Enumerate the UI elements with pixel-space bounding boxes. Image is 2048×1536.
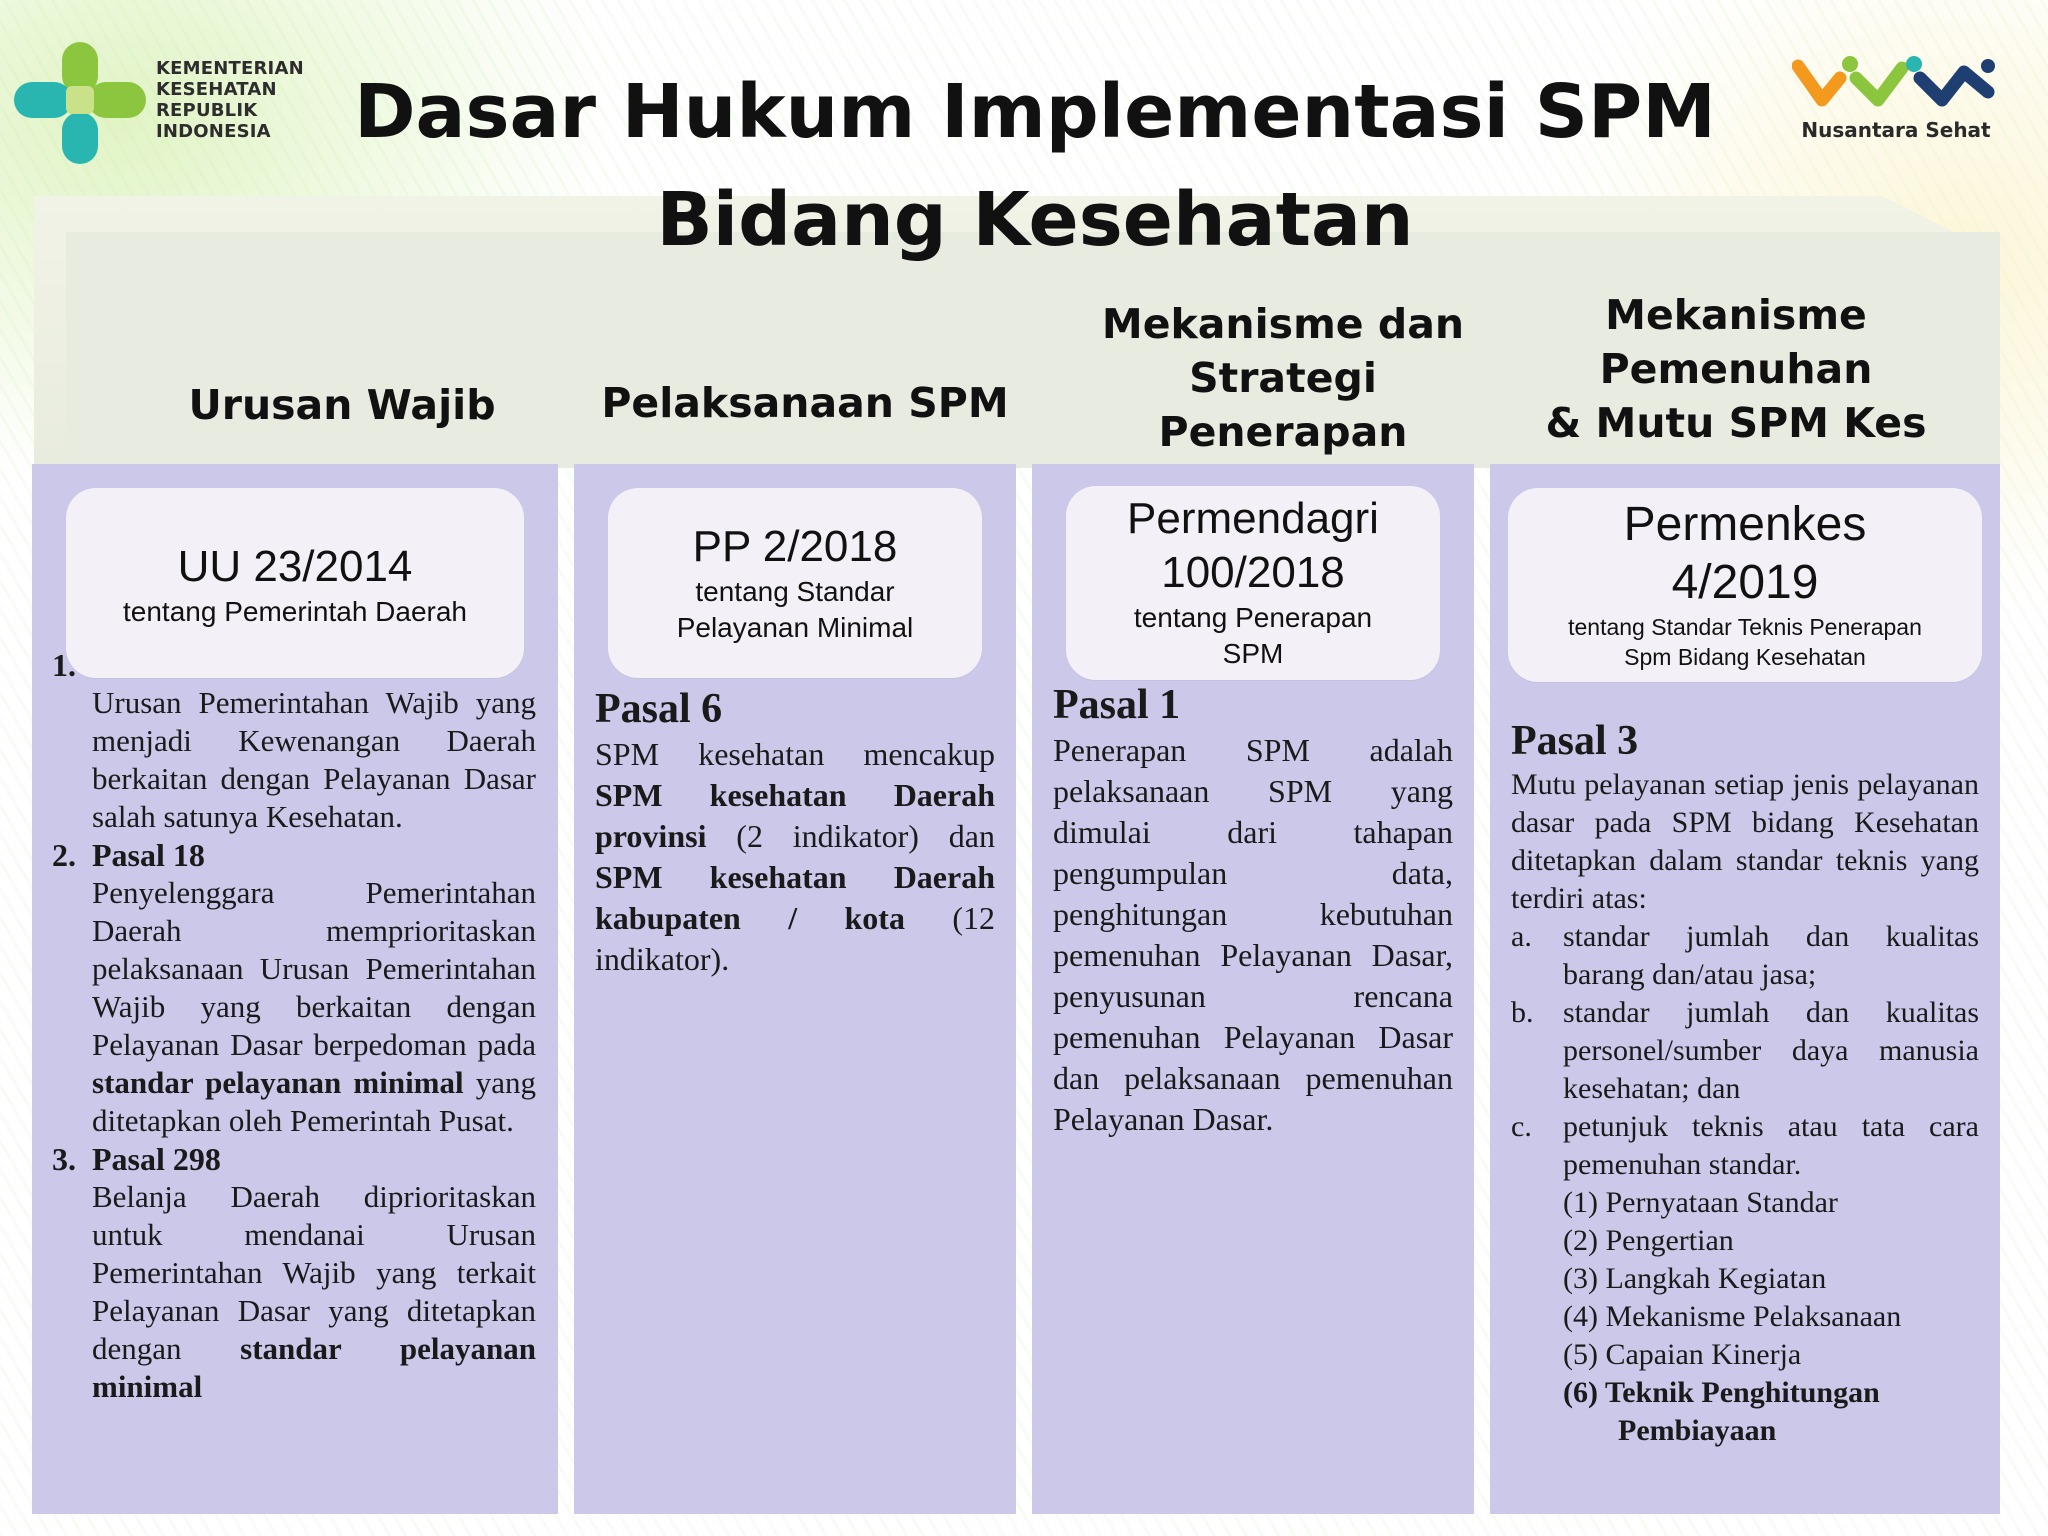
law-card-subtitle: Spm Bidang Kesehatan: [1624, 644, 1866, 670]
law-card-title: UU 23/2014: [177, 542, 413, 591]
law-card-title: 100/2018: [1161, 548, 1345, 597]
list-item-text: [92, 874, 536, 1140]
list-item-text-emphasis: standar pelayanan minimal: [92, 1331, 536, 1404]
list-item-text-part: Urusan Pemerintahan Wajib yang menjadi Kewenangan Daerah berkaitan dengan Pelayanan Dasar salah satunya Kesehatan.: [92, 685, 536, 834]
ministry-name-line: REPUBLIK: [156, 100, 258, 121]
law-card-title: Permenkes: [1623, 498, 1867, 551]
pasal-heading: Pasal 3: [1511, 718, 1639, 764]
nusantara-sehat-logo: [1786, 52, 2006, 152]
page-title-line: Dasar Hukum Implementasi SPM: [354, 69, 1716, 155]
column-4-body: [1511, 716, 1979, 1450]
list-marker: a.: [1511, 920, 1532, 953]
pasal-heading: Pasal 6: [595, 686, 723, 732]
list-item-text-part: Belanja Daerah diprioritaskan untuk mendanai Urusan Pemerintahan Wajib yang terkait Pelayanan Dasar yang ditetapkan dengan: [92, 1179, 536, 1366]
list-item: [52, 646, 536, 836]
pasal-text-part: (12 indikator).: [595, 900, 996, 977]
column-heading-line: & Mutu SPM Kes: [1545, 399, 1927, 447]
ministry-logo-icon: [10, 38, 160, 168]
pasal-intro: Mutu pelayanan setiap jenis pelayanan dasar pada SPM bidang Kesehatan ditetapkan dalam standar teknis yang terdiri atas:: [1511, 768, 1979, 915]
pasal-heading: Pasal 1: [1053, 682, 1181, 728]
list-number: 1.: [52, 647, 76, 683]
brand-name: Nusantara Sehat: [1801, 118, 1991, 142]
column-2-body: [595, 684, 995, 980]
column-heading-line: Penerapan: [1158, 408, 1408, 456]
law-card-title: 4/2019: [1671, 556, 1819, 609]
list-item: [1511, 918, 1979, 994]
law-card-subtitle: tentang Standar: [695, 576, 895, 607]
list-item: [1511, 994, 1979, 1108]
law-card-pp-2-2018: [608, 488, 982, 678]
ministry-name-line: INDONESIA: [156, 121, 271, 142]
list-item-text-part: Penyelenggara Pemerintahan Daerah memprioritaskan pelaksanaan Urusan Pemerintahan Wajib yang berkaitan dengan Pelayanan Dasar berpedoman pada: [92, 875, 536, 1062]
column-1-body: [52, 646, 536, 1406]
law-card-subtitle: Pelayanan Minimal: [676, 612, 914, 643]
law-card-subtitle: SPM: [1222, 638, 1284, 669]
pasal-text-part: SPM kesehatan mencakup: [595, 736, 995, 772]
column-3-body: [1053, 680, 1453, 1140]
column-heading-line: Mekanisme: [1605, 291, 1867, 339]
pasal-text-part: (2 indikator) dan: [706, 818, 995, 854]
list-number: 2.: [52, 837, 76, 873]
sub-list-item: (3) Langkah Kegiatan: [1563, 1262, 1827, 1295]
law-card-permendagri-100-2018: [1066, 486, 1440, 680]
list-item: [52, 836, 536, 1140]
sub-list-item: (5) Capaian Kinerja: [1563, 1338, 1802, 1371]
sub-list-item: (2) Pengertian: [1563, 1224, 1734, 1257]
list-item-text-emphasis: standar pelayanan minimal: [92, 1065, 464, 1100]
ministry-name-line: KESEHATAN: [156, 79, 277, 100]
sub-list-item-line: Pembiayaan: [1618, 1414, 1777, 1447]
pasal-text-emphasis: SPM kesehatan Daerah provinsi: [595, 777, 995, 854]
list-item-text: standar jumlah dan kualitas barang dan/atau jasa;: [1563, 920, 1979, 991]
pasal-text: [595, 734, 995, 980]
ministry-name: [156, 58, 306, 142]
list-item-text: petunjuk teknis atau tata cara pemenuhan standar.: [1563, 1110, 1979, 1181]
law-card-subtitle: tentang Penerapan: [1133, 602, 1373, 633]
list-item: [1511, 1108, 1979, 1184]
list-item-title: Pasal 18: [92, 837, 205, 873]
pasal-text-emphasis: SPM kesehatan Daerah kabupaten / kota: [595, 859, 995, 936]
pasal-text: Penerapan SPM adalah pelaksanaan SPM yang dimulai dari tahapan pengumpulan data, penghitungan kebutuhan pemenuhan Pelayanan Dasar, penyusunan rencana pemenuhan Pelayanan Dasar dan pelaksanaan pemenuhan Pelayanan Dasar.: [1053, 732, 1453, 1137]
list-item: [52, 1140, 536, 1406]
sub-list-item-emphasis: [1563, 1374, 1979, 1450]
list-number: 3.: [52, 1141, 76, 1177]
sub-list-item: (4) Mekanisme Pelaksanaan: [1563, 1300, 1902, 1333]
column-heading-mekanisme-strategi: [1033, 297, 1533, 459]
law-card-subtitle: tentang Standar Teknis Penerapan: [1568, 614, 1922, 640]
list-item-title: Pasal 298: [92, 1141, 221, 1177]
page-title: [330, 58, 1740, 274]
law-card-subtitle: tentang Pemerintah Daerah: [123, 596, 467, 627]
list-item-text: [92, 1178, 536, 1406]
ministry-logo: [10, 38, 304, 168]
column-heading-line: Pemenuhan: [1599, 345, 1873, 393]
law-card-title: Permendagri: [1127, 494, 1379, 543]
list-marker: b.: [1511, 996, 1534, 1029]
list-item-text: standar jumlah dan kualitas personel/sumber daya manusia kesehatan; dan: [1563, 996, 1979, 1105]
column-heading-line: Mekanisme dan: [1101, 300, 1465, 348]
law-card-permenkes-4-2019: [1508, 488, 1982, 682]
column-heading-line: Strategi: [1189, 354, 1377, 402]
list-item-text: [92, 646, 536, 836]
sub-list-item: (1) Pernyataan Standar: [1563, 1186, 1838, 1219]
law-card-title: PP 2/2018: [692, 522, 898, 571]
column-heading-mekanisme-pemenuhan: [1486, 288, 1986, 450]
column-heading-line: Pelaksanaan SPM: [601, 379, 1009, 427]
page-title-line: Bidang Kesehatan: [656, 177, 1414, 263]
list-item-text-part: yang ditetapkan oleh Pemerintah Pusat.: [92, 1065, 536, 1138]
nusantara-sehat-icon: [1792, 52, 1998, 112]
column-heading-line: Urusan Wajib: [188, 381, 496, 429]
list-marker: c.: [1511, 1110, 1532, 1143]
sub-list-item-line: (6) Teknik Penghitungan: [1563, 1376, 1880, 1409]
ministry-name-line: KEMENTERIAN: [156, 58, 304, 79]
column-heading-urusan-wajib: [42, 378, 642, 432]
column-heading-pelaksanaan: [575, 376, 1035, 430]
